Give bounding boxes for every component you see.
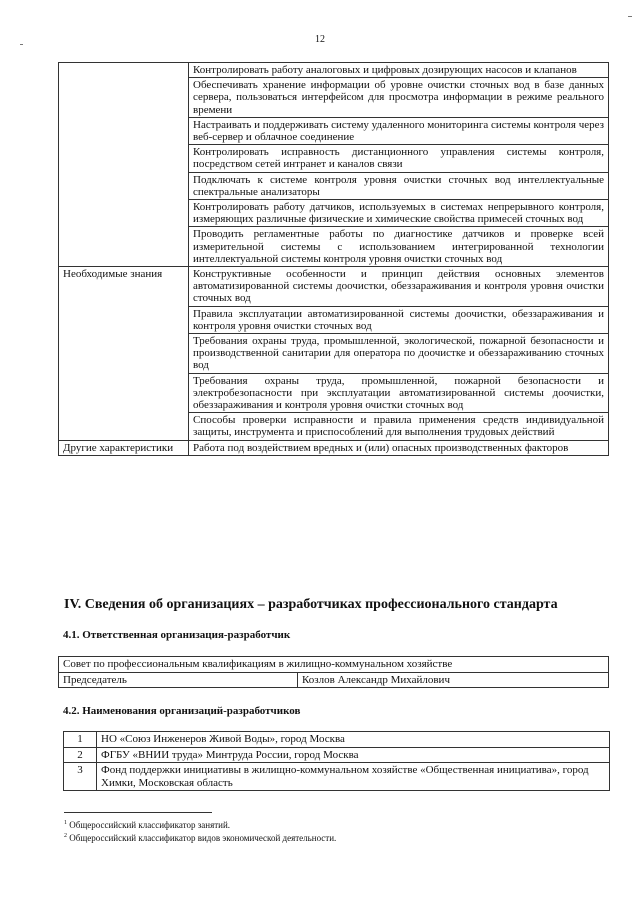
table-cell: Настраивать и поддерживать систему удаленного мониторинга системы контроля через веб-сервер и облачное соединение [189,117,609,144]
footnote-2 [64,833,336,843]
table-row [64,732,610,748]
table-row [64,763,610,791]
table-cell: Контролировать исправность дистанционного управления системы контроля, посредством сетей интранет и каналов связи [189,145,609,172]
table-row [59,657,609,673]
footnote-mark: 2 [64,833,67,839]
footnote-divider [64,812,212,813]
table-cell: Подключать к системе контроля уровня очистки сточных вод интеллектуальные спектральные анализаторы [189,172,609,199]
table-cell: Требования охраны труда, промышленной, пожарной безопасности и электробезопасности при эксплуатации автоматизированной системы доочистки, обеззараживания и контроля уровня очистки сточных вод [189,373,609,413]
table-cell: Контролировать работу аналоговых и цифровых дозирующих насосов и клапанов [189,63,609,78]
footnote-mark: 1 [64,820,67,826]
table-cell: Правила эксплуатации автоматизированной системы доочистки, обеззараживания и контроля уровня очистки сточных вод [189,306,609,333]
org-name: НО «Союз Инженеров Живой Воды», город Москва [97,732,610,748]
org-name: Фонд поддержки инициативы в жилищно-коммунальном хозяйстве «Общественная инициатива», город Химки, Московская область [97,763,610,791]
footnote-1 [64,820,230,830]
footnote-text: Общероссийский классификатор видов экономической деятельности. [69,833,337,843]
row-number: 1 [64,732,97,748]
page-number: 12 [315,34,325,45]
table-row [64,747,610,763]
row-number: 3 [64,763,97,791]
org-name: Совет по профессиональным квалификациям в жилищно-коммунальном хозяйстве [59,657,609,673]
skills-table [58,62,609,456]
org-name: ФГБУ «ВНИИ труда» Минтруда России, город Москва [97,747,610,763]
table-cell: Конструктивные особенности и принцип действия основных элементов автоматизированной системы доочистки, обеззараживания и контроля уровня очистки сточных вод [189,267,609,307]
position-label: Председатель [59,672,298,688]
row-label [59,63,189,267]
table-cell: Способы проверки исправности и правила применения средств индивидуальной защиты, инструмента и приспособлений для выполнения трудовых действий [189,413,609,440]
row-number: 2 [64,747,97,763]
table-row [59,63,609,78]
scan-mark [628,16,632,17]
table-row [59,672,609,688]
table-row [59,267,609,307]
footnote-text: Общероссийский классификатор занятий. [69,820,231,830]
table-cell: Требования охраны труда, промышленной, экологической, пожарной безопасности и производственной санитарии для оператора по доочистке и обеззараживанию сточных вод [189,334,609,374]
row-label-other-characteristics: Другие характеристики [59,440,189,455]
responsible-org-table [58,656,609,688]
developer-orgs-heading: 4.2. Наименования организаций-разработчиков [63,705,301,717]
section-title: IV. Сведения об организациях – разработчиках профессионального стандарта [64,597,558,612]
developer-orgs-table [63,731,610,791]
table-cell: Проводить регламентные работы по диагностике датчиков и проверке всей измерительной системы с использованием интегрированной технологии интеллектуальной системы контроля уровня очистки сточных вод [189,227,609,267]
table-cell: Контролировать работу датчиков, используемых в системах непрерывного контроля, измеряющих различные физические и химические свойства примесей сточных вод [189,200,609,227]
table-cell: Обеспечивать хранение информации об уровне очистки сточных вод в базе данных сервера, пользоваться интерфейсом для просмотра информации в режиме реального времени [189,78,609,118]
table-row [59,440,609,455]
person-name: Козлов Александр Михайлович [298,672,609,688]
table-cell: Работа под воздействием вредных и (или) опасных производственных факторов [189,440,609,455]
row-label-required-knowledge: Необходимые знания [59,267,189,441]
responsible-org-heading: 4.1. Ответственная организация-разработчик [63,629,291,641]
